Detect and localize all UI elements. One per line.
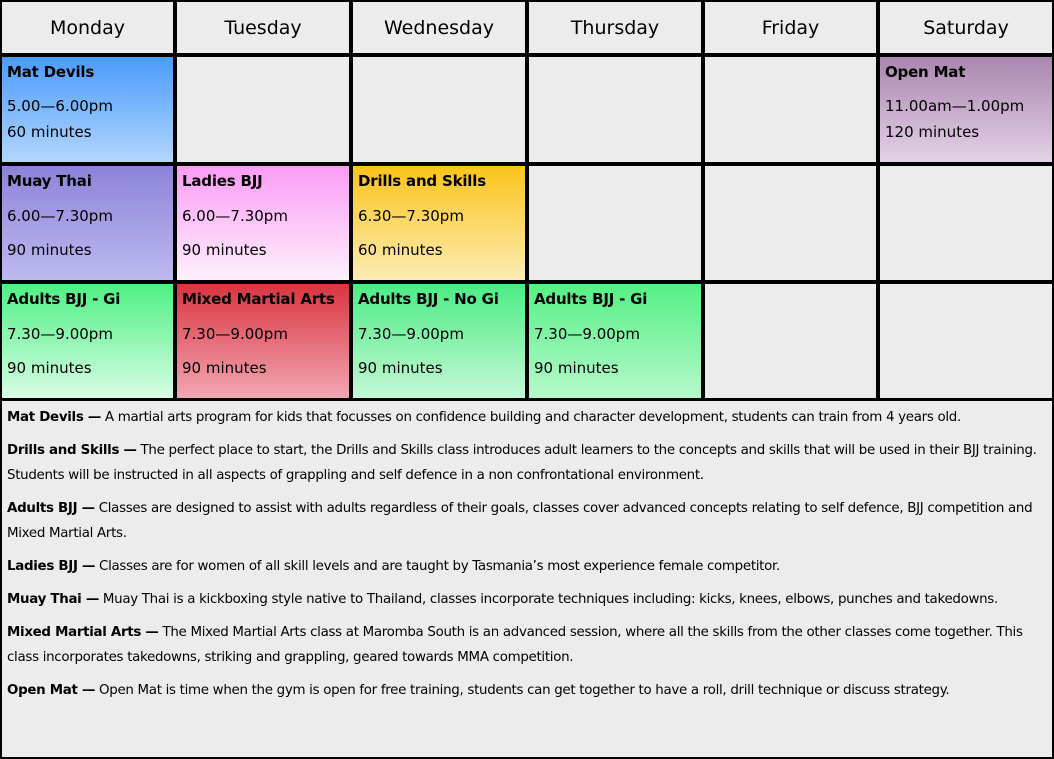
header-wednesday: Wednesday [353, 2, 525, 53]
note-muay-thai [7, 587, 1044, 612]
class-time: 7.30—9.00pm [358, 325, 464, 343]
empty-cell [529, 166, 701, 280]
class-title: Ladies BJJ [182, 172, 263, 190]
class-cell-adults-bjj-gi [529, 284, 701, 398]
class-title: Adults BJJ - No Gi [358, 290, 499, 308]
note-term: Mat Devils — [7, 410, 101, 425]
note-ladies-bjj [7, 554, 1044, 579]
class-duration: 90 minutes [534, 359, 619, 377]
note-term: Adults BJJ — [7, 501, 95, 516]
note-text: Muay Thai is a kickboxing style native to Thailand, classes incorporate techniques including: kicks, knees, elbows, punches and takedowns. [98, 592, 998, 607]
class-time: 6.00—7.30pm [7, 207, 113, 225]
note-drills-and-skills [7, 438, 1044, 488]
empty-cell [705, 284, 876, 398]
empty-cell [705, 57, 876, 162]
header-friday: Friday [705, 2, 876, 53]
note-mixed-martial-arts [7, 620, 1044, 670]
class-title: Adults BJJ - Gi [7, 290, 121, 308]
empty-cell [529, 57, 701, 162]
class-time: 6.30—7.30pm [358, 207, 464, 225]
note-term: Mixed Martial Arts — [7, 625, 159, 640]
class-time: 6.00—7.30pm [182, 207, 288, 225]
class-cell-drills-and-skills [353, 166, 525, 280]
class-duration: 60 minutes [7, 123, 92, 141]
class-cell-mixed-martial-arts [177, 284, 349, 398]
note-text: Classes are for women of all skill levels and are taught by Tasmania’s most experience female competitor. [95, 559, 780, 574]
class-duration: 90 minutes [358, 359, 443, 377]
class-cell-adults-bjj-gi [2, 284, 173, 398]
header-tuesday: Tuesday [177, 2, 349, 53]
class-descriptions [2, 401, 1052, 757]
class-title: Mixed Martial Arts [182, 290, 335, 308]
class-time: 11.00am—1.00pm [885, 97, 1025, 115]
class-title: Muay Thai [7, 172, 92, 190]
class-duration: 90 minutes [182, 359, 267, 377]
note-term: Ladies BJJ — [7, 559, 96, 574]
class-time: 5.00—6.00pm [7, 97, 113, 115]
note-open-mat [7, 678, 1044, 703]
class-cell-open-mat [880, 57, 1052, 162]
class-title: Open Mat [885, 63, 966, 81]
header-thursday: Thursday [529, 2, 701, 53]
header-monday: Monday [2, 2, 173, 53]
note-term: Drills and Skills — [7, 443, 137, 458]
class-duration: 90 minutes [182, 241, 267, 259]
class-time: 7.30—9.00pm [182, 325, 288, 343]
note-term: Muay Thai — [7, 592, 99, 607]
note-text: Open Mat is time when the gym is open for free training, students can get together to have a roll, drill technique or discuss strategy. [95, 683, 950, 698]
class-cell-ladies-bjj [177, 166, 349, 280]
class-duration: 90 minutes [7, 359, 92, 377]
class-duration: 60 minutes [358, 241, 443, 259]
class-duration: 120 minutes [885, 123, 980, 141]
class-title: Mat Devils [7, 63, 95, 81]
class-title: Drills and Skills [358, 172, 486, 190]
class-title: Adults BJJ - Gi [534, 290, 648, 308]
note-text: A martial arts program for kids that focusses on confidence building and character development, students can train from 4 years old. [100, 410, 961, 425]
empty-cell [880, 166, 1052, 280]
class-time: 7.30—9.00pm [534, 325, 640, 343]
empty-cell [705, 166, 876, 280]
note-adults-bjj [7, 496, 1044, 546]
class-time: 7.30—9.00pm [7, 325, 113, 343]
empty-cell [880, 284, 1052, 398]
class-cell-adults-bjj-no-gi [353, 284, 525, 398]
class-cell-mat-devils [2, 57, 173, 162]
note-mat-devils [7, 405, 1044, 430]
note-term: Open Mat — [7, 683, 96, 698]
note-text: Classes are designed to assist with adults regardless of their goals, classes cover advanced concepts relating to self defence, BJJ competition and Mixed Martial Arts. [7, 501, 1033, 541]
note-text: The perfect place to start, the Drills and Skills class introduces adult learners to the concepts and skills that will be used in their BJJ training. Students will be instructed in all aspects of grappling and self defence in a non confrontational environment. [7, 443, 1037, 483]
note-text: The Mixed Martial Arts class at Maromba South is an advanced session, where all the skills from the other classes come together. This class incorporates takedowns, striking and grappling, geared towards MMA competition. [7, 625, 1023, 665]
empty-cell [177, 57, 349, 162]
class-cell-muay-thai [2, 166, 173, 280]
header-saturday: Saturday [880, 2, 1052, 53]
empty-cell [353, 57, 525, 162]
class-duration: 90 minutes [7, 241, 92, 259]
